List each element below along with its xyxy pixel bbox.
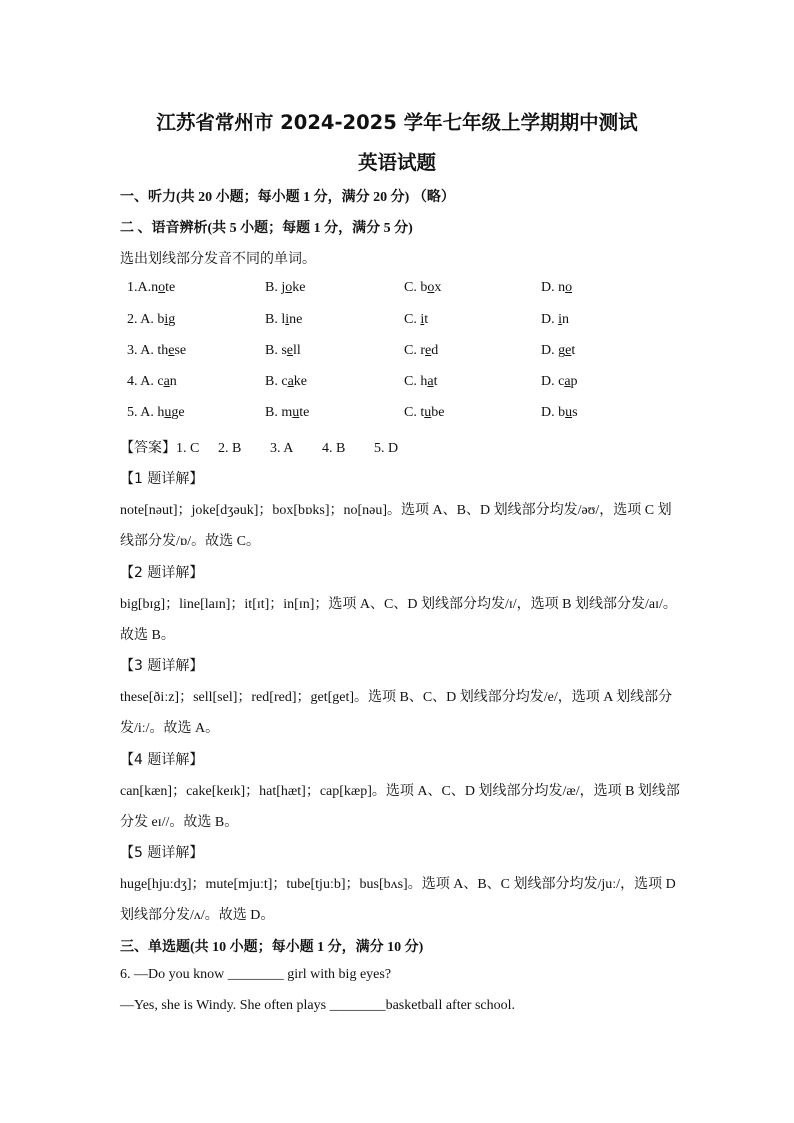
answer-item: 5. D xyxy=(374,441,399,456)
option-b: B. cake xyxy=(265,374,307,389)
answer-item: 3. A xyxy=(270,441,294,456)
option-a: 5. A. huge xyxy=(127,405,185,420)
detail-text: huge[hjuːdʒ]；mute[mjuːt]；tube[tjuːb]；bus[bʌs]。选项 A、B、C 划线部分均发/juː/，选项 D xyxy=(120,877,676,892)
detail-heading-5: 【5 题详解】 xyxy=(120,845,204,861)
detail-text: 故选 B。 xyxy=(120,628,175,643)
detail-text: these[ðiːz]；sell[sel]；red[red]；get[get]。选项 B、C、D 划线部分均发/e/，选项 A 划线部分 xyxy=(120,690,673,705)
option-d: D. in xyxy=(541,312,570,327)
option-d: D. bus xyxy=(541,405,578,420)
section-2-heading: 二 、语音辨析(共 5 小题；每题 1 分，满分 5 分) xyxy=(120,221,413,236)
detail-text: note[nəut]；joke[dʒəuk]；box[bɒks]；no[nəu]。选项 A、B、D 划线部分均发/əʊ/，选项 C 划 xyxy=(120,503,672,518)
question-row-5 xyxy=(127,405,687,425)
option-c: C. tube xyxy=(404,405,445,420)
option-a: 1.A.note xyxy=(127,280,176,295)
option-d: D. cap xyxy=(541,374,578,389)
detail-heading-1: 【1 题详解】 xyxy=(120,471,204,487)
detail-heading-3: 【3 题详解】 xyxy=(120,658,204,674)
detail-text: can[kæn]；cake[keɪk]；hat[hæt]；cap[kæp]。选项 A、C、D 划线部分均发/æ/，选项 B 划线部 xyxy=(120,784,680,799)
exam-title: 江苏省常州市 2024-2025 学年七年级上学期期中测试 xyxy=(156,111,638,134)
option-d: D. get xyxy=(541,343,576,358)
option-b: B. mute xyxy=(265,405,310,420)
detail-text: 划线部分发/ʌ/。故选 D。 xyxy=(120,908,275,923)
detail-text: 线部分发/ɒ/。故选 C。 xyxy=(120,534,260,549)
question-6-line-1: 6. —Do you know ________ girl with big eyes? xyxy=(120,967,392,982)
option-d: D. no xyxy=(541,280,573,295)
detail-text: 分发 eɪ//。故选 B。 xyxy=(120,815,239,830)
detail-heading-2: 【2 题详解】 xyxy=(120,565,204,581)
option-a: 3. A. these xyxy=(127,343,187,358)
answer-item: 1. C xyxy=(176,441,200,456)
section-2-instruction: 选出划线部分发音不同的单词。 xyxy=(120,252,316,267)
option-a: 2. A. big xyxy=(127,312,176,327)
option-a: 4. A. can xyxy=(127,374,177,389)
section-3-heading: 三、单选题(共 10 小题；每小题 1 分，满分 10 分) xyxy=(120,940,424,955)
question-row-3 xyxy=(127,343,687,363)
detail-heading-4: 【4 题详解】 xyxy=(120,752,204,768)
option-b: B. sell xyxy=(265,343,301,358)
option-c: C. hat xyxy=(404,374,438,389)
detail-text: 发/iː/。故选 A。 xyxy=(120,721,220,736)
question-row-2 xyxy=(127,312,687,332)
option-c: C. it xyxy=(404,312,429,327)
answer-row xyxy=(120,437,398,457)
question-row-4 xyxy=(127,374,687,394)
option-c: C. red xyxy=(404,343,439,358)
option-c: C. box xyxy=(404,280,442,295)
section-1-heading: 一、听力(共 20 小题；每小题 1 分，满分 20 分) （略） xyxy=(120,190,455,205)
answer-item: 4. B xyxy=(322,441,346,456)
detail-text: big[bɪg]；line[laɪn]；it[ɪt]；in[ɪn]；选项 A、C、D 划线部分均发/ɪ/，选项 B 划线部分发/aɪ/。 xyxy=(120,597,677,612)
exam-subtitle: 英语试题 xyxy=(357,151,436,174)
question-6-line-2: —Yes, she is Windy. She often plays ________basketball after school. xyxy=(120,998,516,1013)
answer-item: 2. B xyxy=(218,441,242,456)
option-b: B. line xyxy=(265,312,303,327)
option-b: B. joke xyxy=(265,280,306,295)
answer-label: 【答案】 xyxy=(120,440,176,456)
question-row-1 xyxy=(127,280,687,300)
